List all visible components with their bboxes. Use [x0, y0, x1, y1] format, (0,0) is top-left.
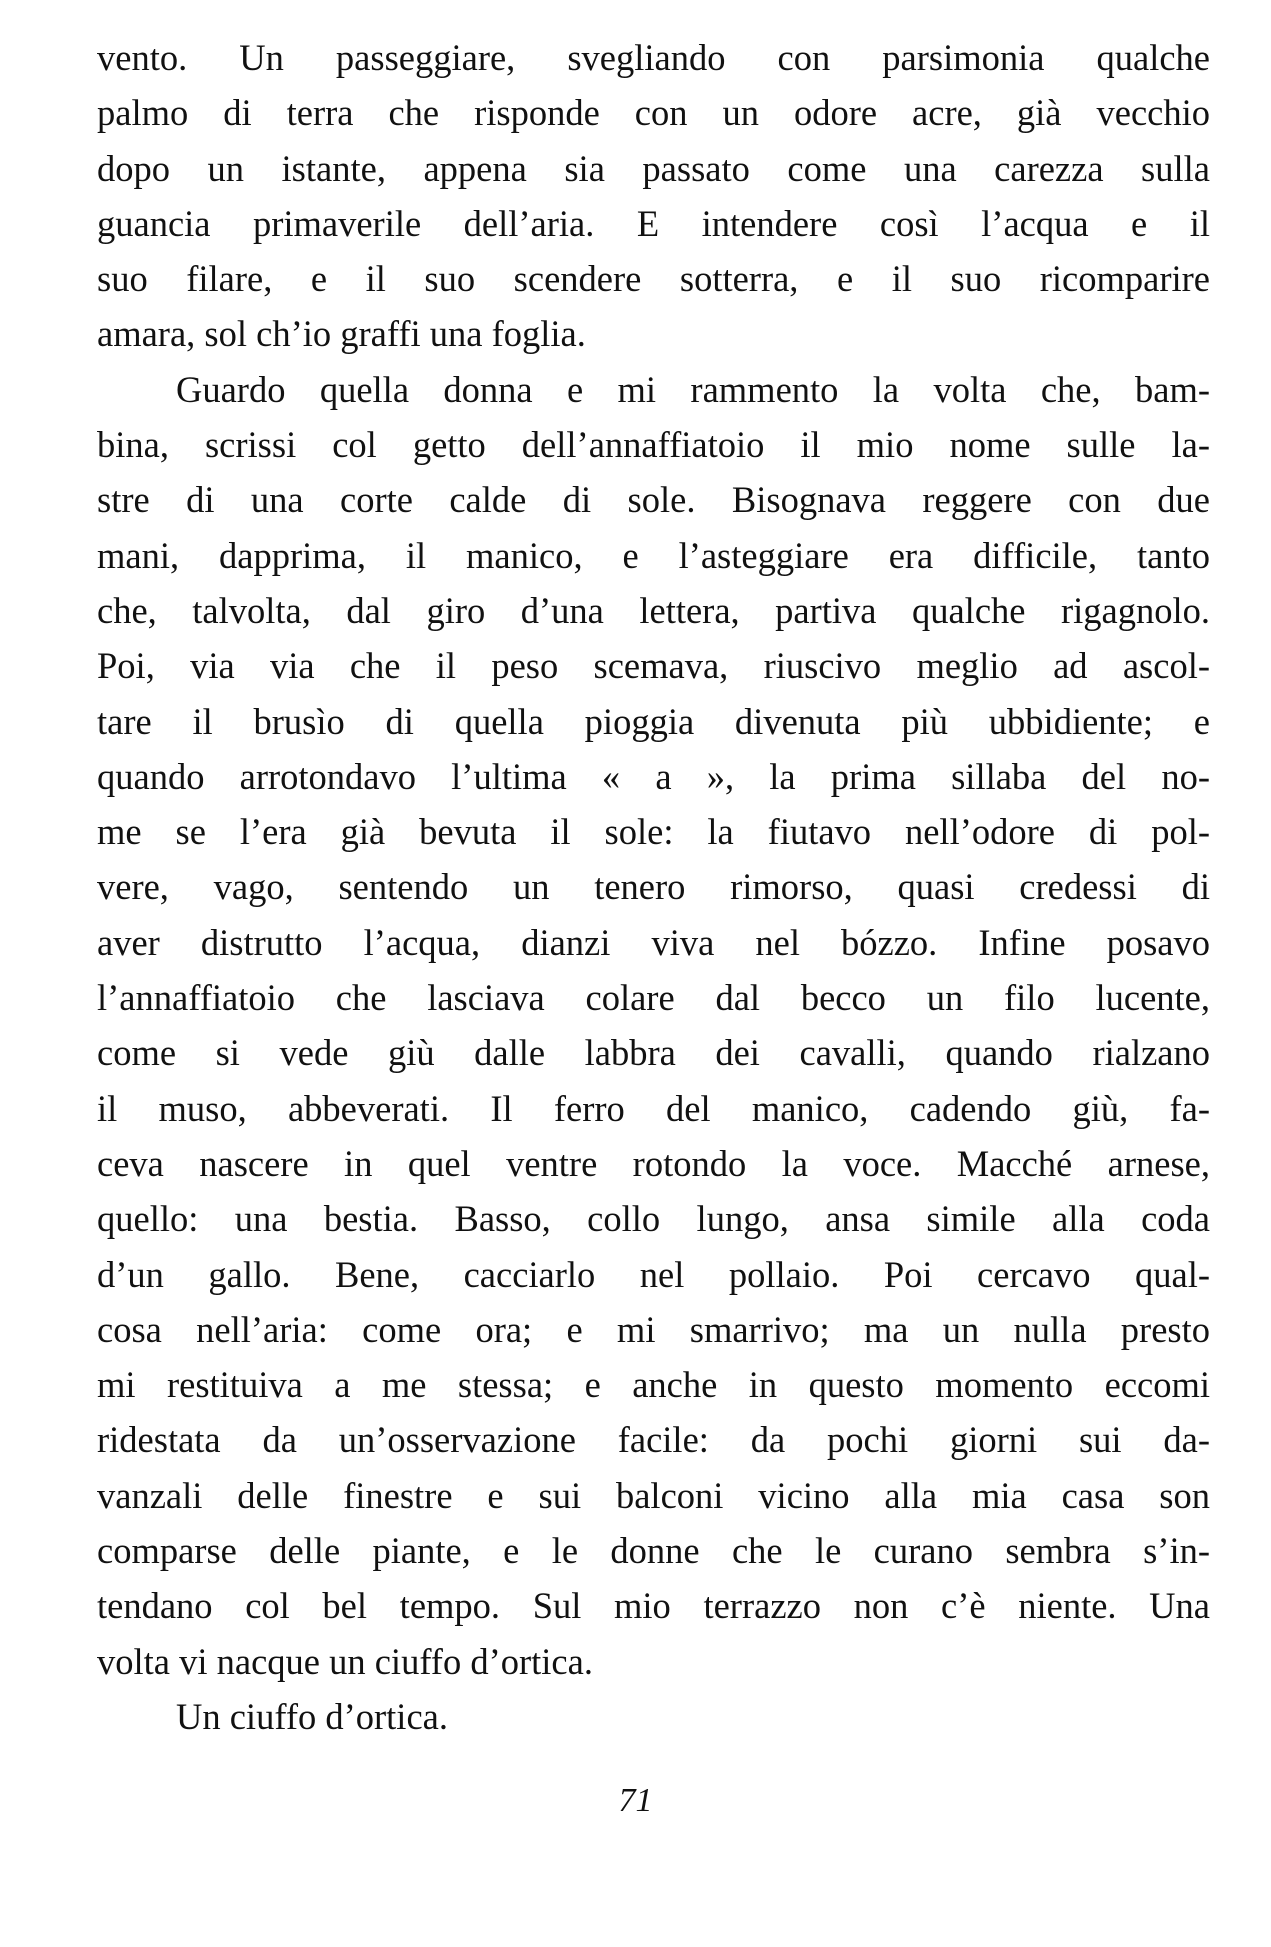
text-line: bina, scrissi col getto dell’annaffiatoio il mio nome sulle la- — [97, 424, 1210, 466]
text-line: aver distrutto l’acqua, dianzi viva nel bózzo. Infine posavo — [97, 921, 1210, 963]
text-line: mi restituiva a me stessa; e anche in questo momento eccomi — [97, 1364, 1210, 1406]
text-line: comparse delle piante, e le donne che le curano sembra s’in- — [97, 1530, 1210, 1572]
text-line: me se l’era già bevuta il sole: la fiutavo nell’odore di pol- — [97, 811, 1210, 853]
text-line: Poi, via via che il peso scemava, riuscivo meglio ad ascol- — [97, 645, 1210, 687]
text-line: mani, dapprima, il manico, e l’asteggiare era difficile, tanto — [97, 534, 1210, 576]
text-line: tare il brusìo di quella pioggia divenuta più ubbidiente; e — [97, 700, 1210, 742]
paragraph — [97, 362, 1210, 1689]
text-line: stre di una corte calde di sole. Bisognava reggere con due — [97, 479, 1210, 521]
text-line: d’un gallo. Bene, cacciarlo nel pollaio. Poi cercavo qual- — [97, 1253, 1210, 1295]
text-line: tendano col bel tempo. Sul mio terrazzo non c’è niente. Una — [97, 1585, 1210, 1627]
text-line: dopo un istante, appena sia passato come una carezza sulla — [97, 147, 1210, 189]
text-line: che, talvolta, dal giro d’una lettera, partiva qualche rigagnolo. — [97, 589, 1210, 631]
text-line: vanzali delle finestre e sui balconi vicino alla mia casa son — [97, 1474, 1210, 1516]
text-line: il muso, abbeverati. Il ferro del manico, cadendo giù, fa- — [97, 1087, 1210, 1129]
text-line: ridestata da un’osservazione facile: da pochi giorni sui da- — [97, 1419, 1210, 1461]
paragraph — [97, 30, 1210, 362]
text-line: Guardo quella donna e mi rammento la volta che, bam- — [176, 368, 1210, 410]
text-line: ceva nascere in quel ventre rotondo la voce. Macché arnese, — [97, 1142, 1210, 1184]
text-line: cosa nell’aria: come ora; e mi smarrivo; ma un nulla presto — [97, 1308, 1210, 1350]
text-line: come si vede giù dalle labbra dei cavalli, quando rialzano — [97, 1032, 1210, 1074]
text-line: Un ciuffo d’ortica. — [176, 1695, 448, 1737]
text-line: volta vi nacque un ciuffo d’ortica. — [97, 1640, 593, 1682]
text-line: quello: una bestia. Basso, collo lungo, ansa simile alla coda — [97, 1198, 1210, 1240]
text-line: amara, sol ch’io graffi una foglia. — [97, 313, 586, 355]
text-line: palmo di terra che risponde con un odore acre, già vecchio — [97, 92, 1210, 134]
text-line: vere, vago, sentendo un tenero rimorso, quasi credessi di — [97, 866, 1210, 908]
text-line: vento. Un passeggiare, svegliando con parsimonia qualche — [97, 37, 1210, 78]
text-line: l’annaffiatoio che lasciava colare dal becco un filo lucente, — [97, 977, 1210, 1019]
text-line: quando arrotondavo l’ultima « a », la prima sillaba del no- — [97, 755, 1210, 797]
paragraph — [97, 1689, 1210, 1744]
page-number: 71 — [618, 1782, 653, 1819]
text-line: guancia primaverile dell’aria. E intendere così l’acqua e il — [97, 202, 1210, 244]
text-line: suo filare, e il suo scendere sotterra, e il suo ricomparire — [97, 258, 1210, 300]
body-text — [97, 30, 1210, 1744]
